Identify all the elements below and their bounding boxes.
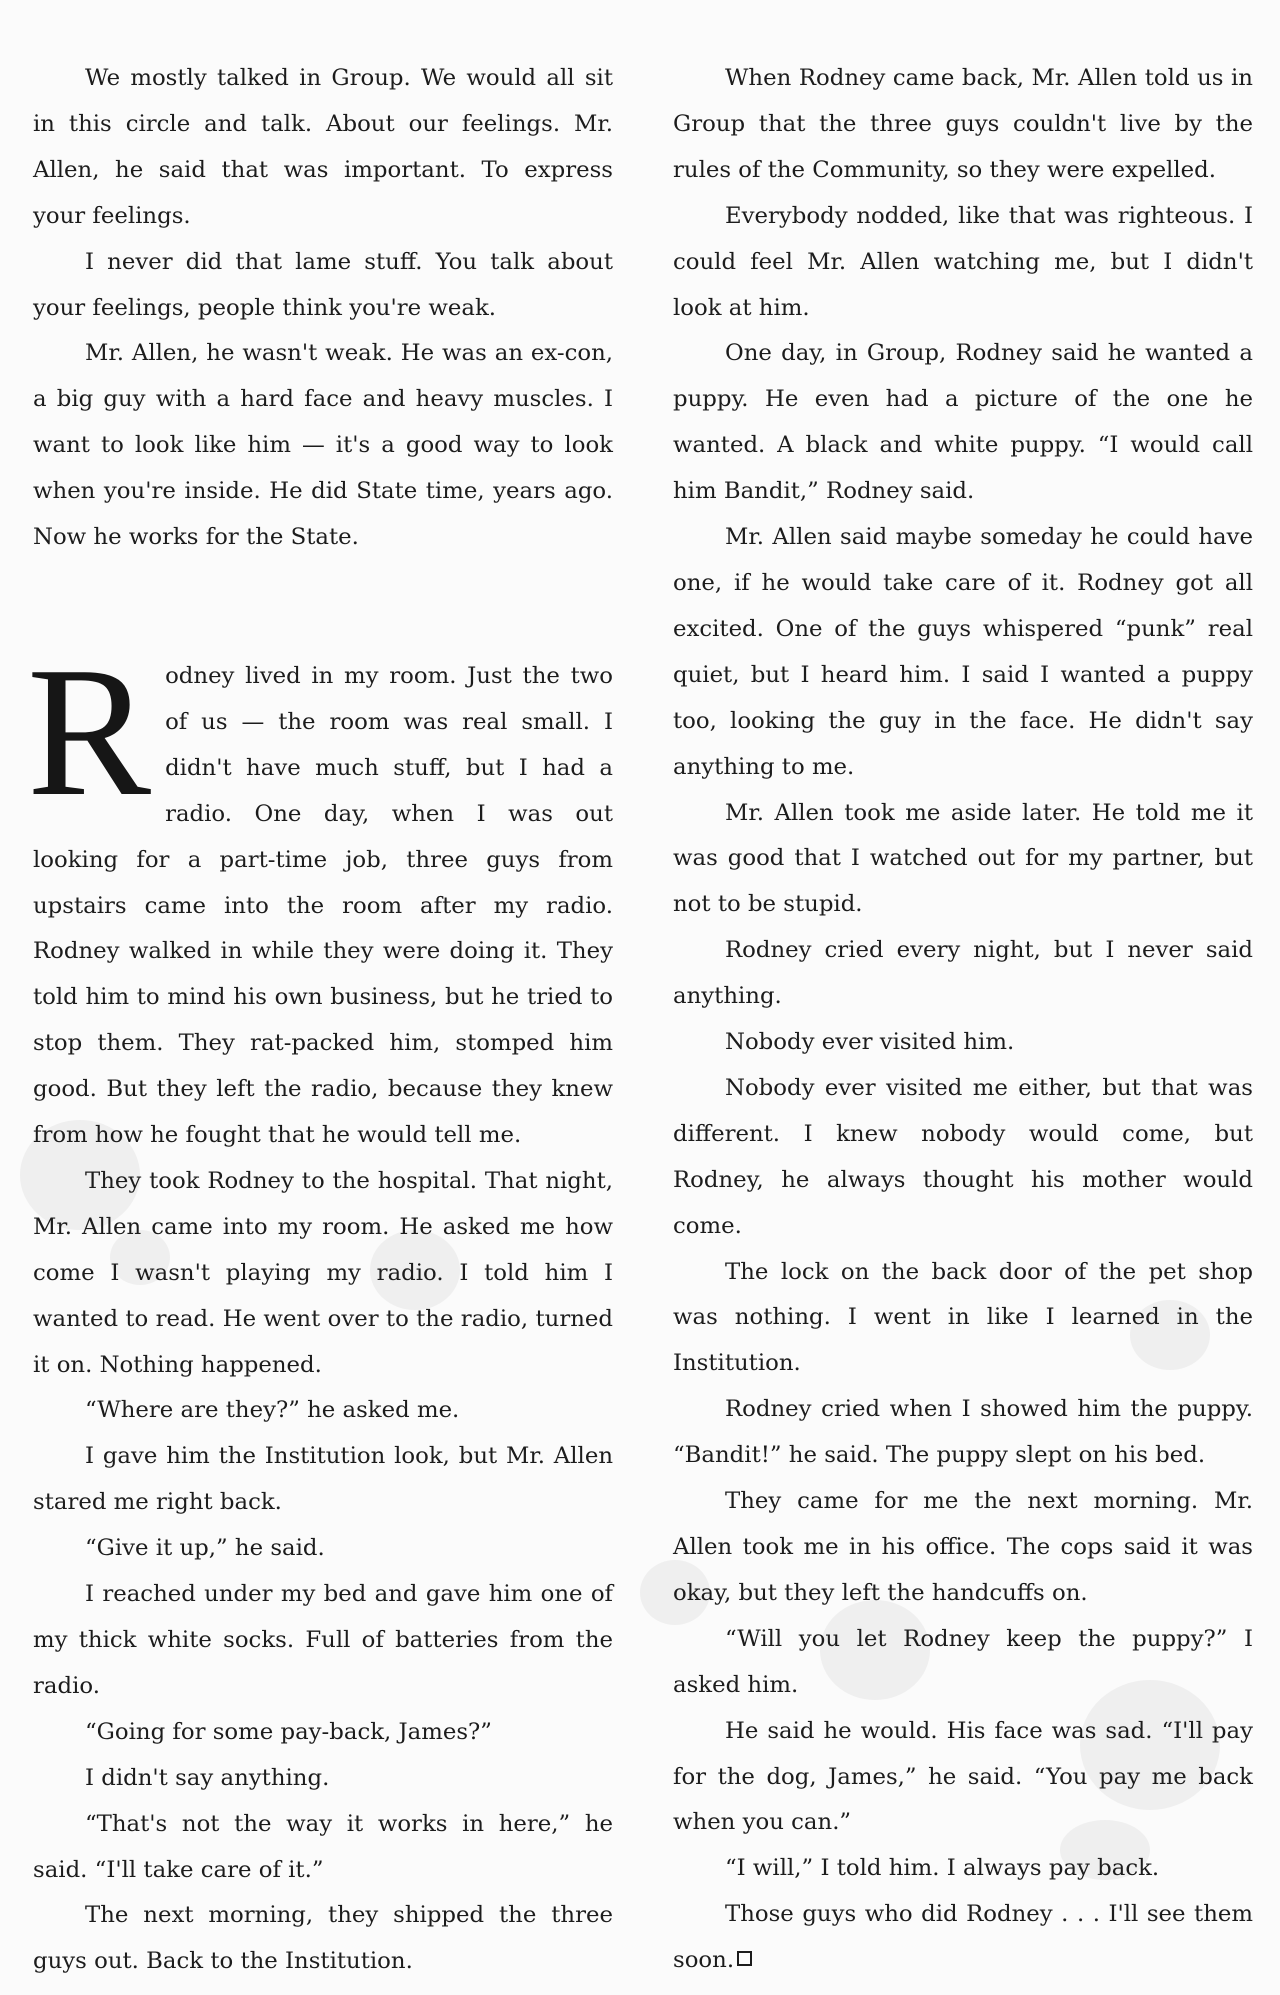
paragraph: They came for me the next morning. Mr. Allen took me in his office. The cops said it was okay, but they left the handcuffs on. (673, 1488, 1253, 1606)
final-paragraph (673, 1892, 1253, 1984)
paragraph: “Will you let Rodney keep the puppy?” I asked him. (673, 1625, 1253, 1698)
paragraph: The next morning, they shipped the three guys out. Back to the Institution. (33, 1902, 613, 1975)
paragraph: Mr. Allen said maybe someday he could have one, if he would take care of it. Rodney got all excited. One of the guys whispered “punk” real quiet, but I heard him. I said I wanted a puppy too, looking the guy in the face. He didn't say anything to me. (673, 524, 1253, 780)
paragraph: Everybody nodded, like that was righteous. I could feel Mr. Allen watching me, but I didn't look at him. (673, 202, 1253, 321)
paragraph: Nobody ever visited him. (725, 1029, 1015, 1056)
paragraph-text: Those guys who did Rodney . . . I'll see them soon. (673, 1901, 1253, 1974)
paragraph-text: odney lived in my room. Just the two of us — the room was real small. I didn't have much stuff, but I had a radio. One day, when I was out looking for a part-time job, three guys from upstairs came into the room after my radio. Rodney walked in while they were doing it. They told him to mind his own business, but he tried to stop them. They rat-packed him, stomped him good. But they left the radio, because they knew from how he fought that he would tell me. (33, 662, 613, 1149)
drop-cap: R (27, 628, 152, 835)
paragraph: “Give it up,” he said. (85, 1535, 325, 1562)
paragraph: I gave him the Institution look, but Mr. Allen stared me right back. (33, 1443, 613, 1516)
left-column (27, 56, 613, 1985)
paragraph: I didn't say anything. (85, 1764, 330, 1791)
paragraph: One day, in Group, Rodney said he wanted a puppy. He even had a picture of the one he wanted. A black and white puppy. “I would call him Bandit,” Rodney said. (673, 340, 1253, 505)
paragraph: When Rodney came back, Mr. Allen told us in Group that the three guys couldn't live by the rules of the Community, so they were expelled. (673, 65, 1253, 183)
dropcap-paragraph (27, 628, 613, 1159)
end-of-story-icon (737, 1951, 752, 1966)
paragraph: Mr. Allen, he wasn't weak. He was an ex-con, a big guy with a hard face and heavy muscles. I want to look like him — it's a good way to look when you're inside. He did State time, years ago. Now he works for the State. (33, 340, 613, 551)
paragraph: Rodney cried every night, but I never said anything. (673, 937, 1253, 1010)
paragraph: He said he would. His face was sad. “I'll pay for the dog, James,” he said. “You pay me back when you can.” (673, 1717, 1253, 1836)
paragraph: “Where are they?” he asked me. (85, 1397, 460, 1424)
paragraph: Mr. Allen took me aside later. He told me it was good that I watched out for my partner, but not to be stupid. (673, 799, 1253, 918)
paragraph: We mostly talked in Group. We would all sit in this circle and talk. About our feelings. Mr. Allen, he said that was important. To express your feelings. (33, 65, 613, 229)
paragraph: They took Rodney to the hospital. That night, Mr. Allen came into my room. He asked me how come I wasn't playing my radio. I told him I wanted to read. He went over to the radio, turned it on. Nothing happened. (33, 1167, 613, 1378)
paragraph: Rodney cried when I showed him the puppy. “Bandit!” he said. The puppy slept on his bed. (673, 1396, 1253, 1469)
paragraph: “I will,” I told him. I always pay back. (725, 1855, 1160, 1882)
paragraph: “Going for some pay-back, James?” (85, 1718, 492, 1745)
right-column (673, 56, 1253, 1984)
paragraph: “That's not the way it works in here,” he said. “I'll take care of it.” (33, 1810, 613, 1883)
paragraph: I reached under my bed and gave him one of my thick white socks. Full of batteries from the radio. (33, 1581, 613, 1699)
paragraph: I never did that lame stuff. You talk about your feelings, people think you're weak. (33, 248, 613, 321)
paragraph: The lock on the back door of the pet shop was nothing. I went in like I learned in the Institution. (673, 1258, 1253, 1377)
paragraph: Nobody ever visited me either, but that was different. I knew nobody would come, but Rodney, he always thought his mother would come. (673, 1074, 1253, 1239)
